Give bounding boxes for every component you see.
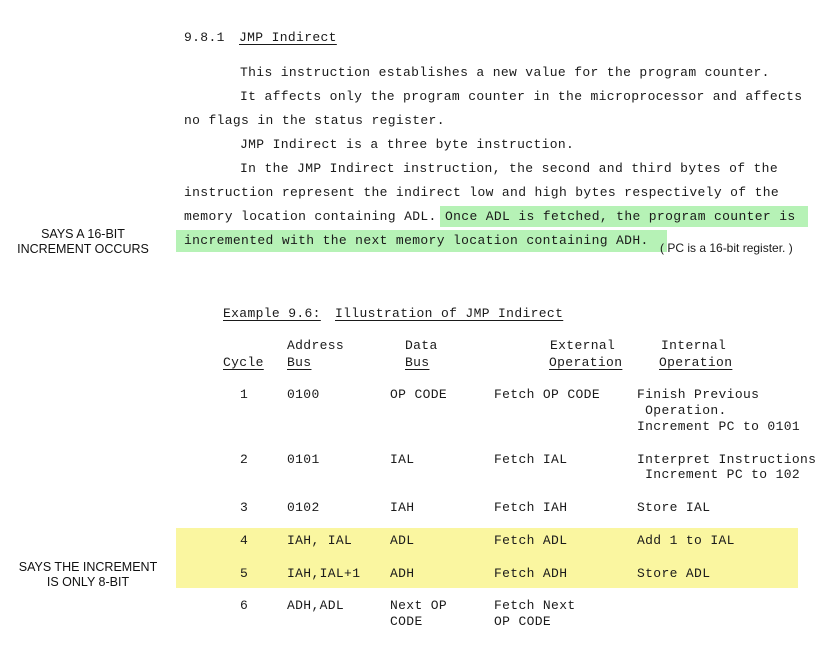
row-1-internal: Increment PC to 0101 bbox=[637, 419, 801, 434]
highlight-16bit-part1: Once ADL is fetched, the program counter is bbox=[440, 206, 808, 227]
row-2-address: 0101 bbox=[287, 452, 320, 467]
row-6-data: CODE bbox=[390, 614, 423, 629]
pc-register-note: ( PC is a 16-bit register. ) bbox=[660, 241, 793, 255]
row-5-external: Fetch ADH bbox=[494, 566, 568, 581]
row-6-data: Next OP bbox=[390, 598, 448, 613]
row-2-cycle: 2 bbox=[240, 452, 249, 467]
body-line: instruction represent the indirect low and high bytes respectively of the bbox=[184, 185, 780, 200]
section-title: JMP Indirect bbox=[239, 30, 337, 45]
row-3-external: Fetch IAH bbox=[494, 500, 568, 515]
row-2-data: IAL bbox=[390, 452, 415, 467]
row-5-data: ADH bbox=[390, 566, 415, 581]
header-data-bottom: Bus bbox=[405, 355, 430, 370]
row-3-data: IAH bbox=[390, 500, 415, 515]
row-2-internal: Increment PC to 102 bbox=[637, 467, 801, 482]
body-line: JMP Indirect is a three byte instruction. bbox=[240, 137, 575, 152]
row-1-address: 0100 bbox=[287, 387, 320, 402]
example-title: Illustration of JMP Indirect bbox=[335, 306, 564, 321]
example-label: Example 9.6: bbox=[223, 306, 321, 321]
annotation-line: SAYS A 16-BIT bbox=[41, 227, 125, 241]
row-4-cycle: 4 bbox=[240, 533, 249, 548]
row-4-address: IAH, IAL bbox=[287, 533, 353, 548]
header-address-bottom: Bus bbox=[287, 355, 312, 370]
row-6-external: Fetch Next bbox=[494, 598, 576, 613]
row-5-cycle: 5 bbox=[240, 566, 249, 581]
header-external-bottom: Operation bbox=[549, 355, 623, 370]
annotation-line: SAYS THE INCREMENT bbox=[18, 560, 158, 574]
body-line: In the JMP Indirect instruction, the second and third bytes of the bbox=[240, 161, 778, 176]
highlight-16bit-part2: incremented with the next memory location containing ADH. bbox=[176, 230, 667, 252]
row-2-internal: Interpret Instructions bbox=[637, 452, 817, 467]
row-3-address: 0102 bbox=[287, 500, 320, 515]
header-data-top: Data bbox=[405, 338, 438, 353]
header-internal-bottom: Operation bbox=[659, 355, 733, 370]
row-6-cycle: 6 bbox=[240, 598, 249, 613]
row-4-external: Fetch ADL bbox=[494, 533, 568, 548]
header-address-top: Address bbox=[287, 338, 345, 353]
header-internal-top: Internal bbox=[661, 338, 727, 353]
row-1-cycle: 1 bbox=[240, 387, 249, 402]
row-1-internal: Operation. bbox=[637, 403, 727, 418]
row-2-external: Fetch IAL bbox=[494, 452, 568, 467]
row-5-address: IAH,IAL+1 bbox=[287, 566, 361, 581]
header-cycle: Cycle bbox=[223, 355, 264, 370]
annotation-line: INCREMENT OCCURS bbox=[17, 242, 149, 256]
row-3-cycle: 3 bbox=[240, 500, 249, 515]
body-line: memory location containing ADL. bbox=[184, 209, 437, 224]
row-1-internal: Finish Previous bbox=[637, 387, 760, 402]
row-1-data: OP CODE bbox=[390, 387, 448, 402]
row-3-internal: Store IAL bbox=[637, 500, 711, 515]
row-6-address: ADH,ADL bbox=[287, 598, 345, 613]
row-5-internal: Store ADL bbox=[637, 566, 711, 581]
body-line: no flags in the status register. bbox=[184, 113, 445, 128]
annotation-8bit bbox=[0, 560, 176, 590]
annotation-16bit bbox=[8, 227, 158, 257]
annotation-line: IS ONLY 8-BIT bbox=[46, 575, 130, 589]
body-line: This instruction establishes a new value for the program counter. bbox=[240, 65, 770, 80]
header-external-top: External bbox=[550, 338, 616, 353]
row-4-data: ADL bbox=[390, 533, 415, 548]
section-number: 9.8.1 bbox=[184, 30, 225, 45]
row-1-external: Fetch OP CODE bbox=[494, 387, 600, 402]
body-line: It affects only the program counter in the microprocessor and affects bbox=[240, 89, 803, 104]
row-6-external: OP CODE bbox=[494, 614, 552, 629]
row-4-internal: Add 1 to IAL bbox=[637, 533, 735, 548]
